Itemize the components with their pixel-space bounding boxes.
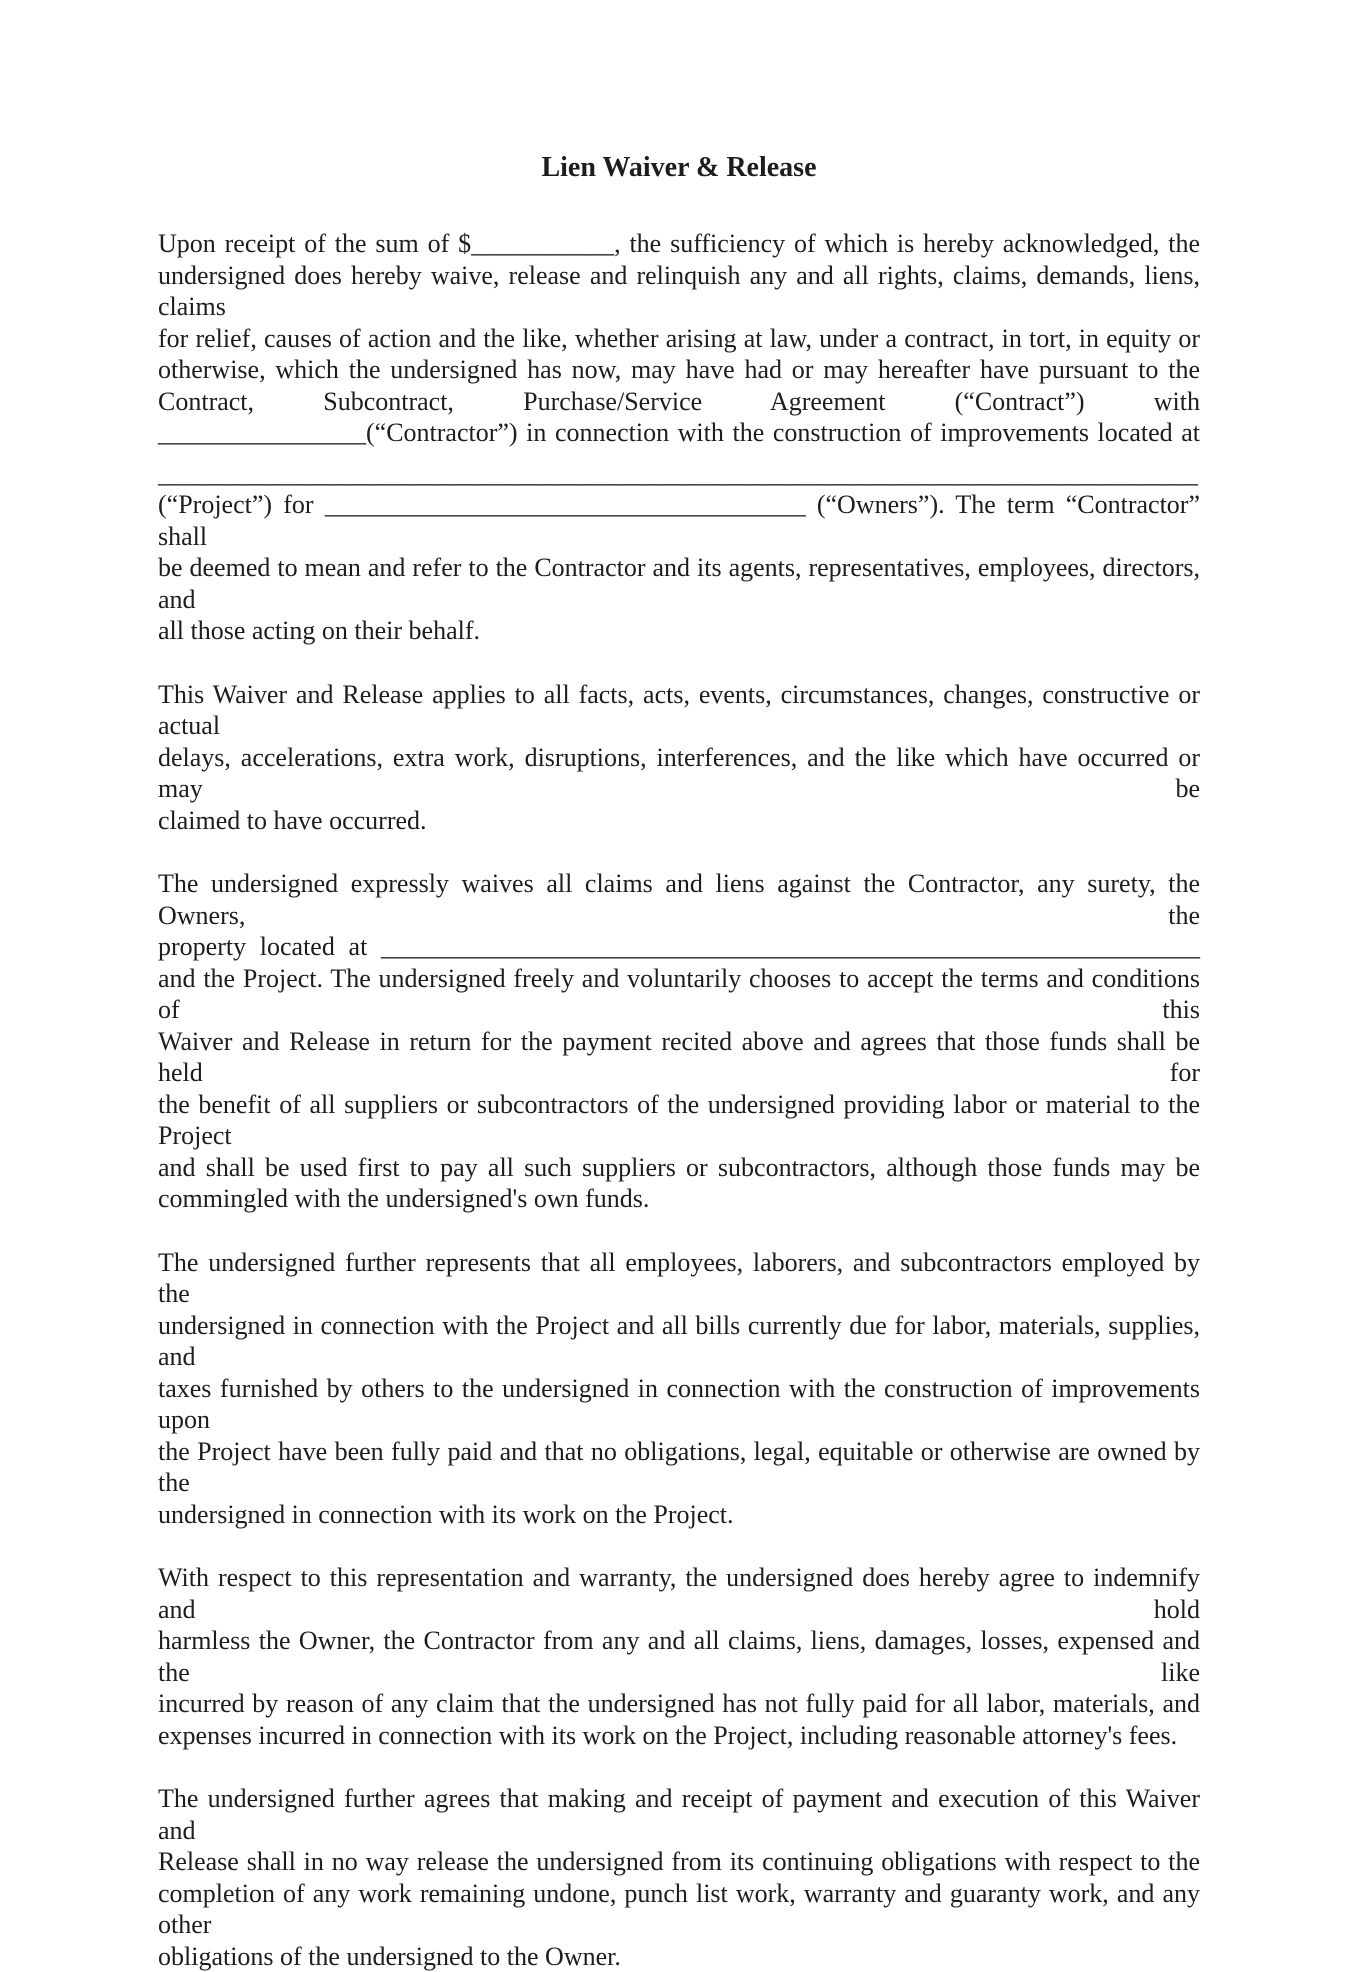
document-line: delays, accelerations, extra work, disruptions, interferences, and the like which have occurred or may be <box>158 742 1200 805</box>
document-line: Contract, Subcontract, Purchase/Service Agreement (“Contract”) with <box>158 386 1200 418</box>
document-line: all those acting on their behalf. <box>158 615 1200 647</box>
document-line: and the Project. The undersigned freely and voluntarily chooses to accept the terms and conditions of this <box>158 963 1200 1026</box>
document-line: completion of any work remaining undone, punch list work, warranty and guaranty work, and any other <box>158 1878 1200 1941</box>
fill-in-blank-line: ________________________________________________________________________________ <box>158 458 1200 490</box>
document-line: undersigned does hereby waive, release and relinquish any and all rights, claims, demands, liens, claims <box>158 260 1200 323</box>
document-line: and shall be used first to pay all such suppliers or subcontractors, although those funds may be <box>158 1152 1200 1184</box>
document-line: the benefit of all suppliers or subcontractors of the undersigned providing labor or material to the Project <box>158 1089 1200 1152</box>
document-line: property located at _______________________________________________________________ <box>158 931 1200 963</box>
document-line: claimed to have occurred. <box>158 805 1200 837</box>
document-line: undersigned in connection with the Project and all bills currently due for labor, materials, supplies, and <box>158 1310 1200 1373</box>
paragraph <box>158 228 1200 647</box>
document-content <box>158 152 1200 1972</box>
document-line: The undersigned further agrees that making and receipt of payment and execution of this Waiver and <box>158 1783 1200 1846</box>
document-line: ________________(“Contractor”) in connection with the construction of improvements located at <box>158 417 1200 449</box>
paragraph <box>158 1783 1200 1972</box>
document-line: With respect to this representation and warranty, the undersigned does hereby agree to indemnify and hold <box>158 1562 1200 1625</box>
document-line: otherwise, which the undersigned has now, may have had or may hereafter have pursuant to the <box>158 354 1200 386</box>
document-line: This Waiver and Release applies to all facts, acts, events, circumstances, changes, constructive or actual <box>158 679 1200 742</box>
document-title: Lien Waiver & Release <box>158 152 1200 184</box>
paragraph <box>158 1562 1200 1751</box>
document-line: Waiver and Release in return for the payment recited above and agrees that those funds shall be held for <box>158 1026 1200 1089</box>
document-line: harmless the Owner, the Contractor from any and all claims, liens, damages, losses, expensed and the like <box>158 1625 1200 1688</box>
document-line: commingled with the undersigned's own funds. <box>158 1183 1200 1215</box>
document-line: (“Project”) for _____________________________________ (“Owners”). The term “Contractor” shall <box>158 489 1200 552</box>
document-line: expenses incurred in connection with its work on the Project, including reasonable attorney's fees. <box>158 1720 1200 1752</box>
document-body <box>158 228 1200 1972</box>
paragraph <box>158 679 1200 837</box>
document-line: obligations of the undersigned to the Owner. <box>158 1941 1200 1972</box>
paragraph <box>158 868 1200 1215</box>
document-line: The undersigned expressly waives all claims and liens against the Contractor, any surety, the Owners, the <box>158 868 1200 931</box>
document-line: the Project have been fully paid and that no obligations, legal, equitable or otherwise are owned by the <box>158 1436 1200 1499</box>
document-line: undersigned in connection with its work on the Project. <box>158 1499 1200 1531</box>
document-line: for relief, causes of action and the like, whether arising at law, under a contract, in tort, in equity or <box>158 323 1200 355</box>
paragraph <box>158 1247 1200 1531</box>
document-line: incurred by reason of any claim that the undersigned has not fully paid for all labor, materials, and <box>158 1688 1200 1720</box>
document-line: Release shall in no way release the undersigned from its continuing obligations with respect to the <box>158 1846 1200 1878</box>
document-line: Upon receipt of the sum of $___________, the sufficiency of which is hereby acknowledged, the <box>158 228 1200 260</box>
document-line: The undersigned further represents that all employees, laborers, and subcontractors employed by the <box>158 1247 1200 1310</box>
document-line: be deemed to mean and refer to the Contractor and its agents, representatives, employees, directors, and <box>158 552 1200 615</box>
document-line: taxes furnished by others to the undersigned in connection with the construction of improvements upon <box>158 1373 1200 1436</box>
